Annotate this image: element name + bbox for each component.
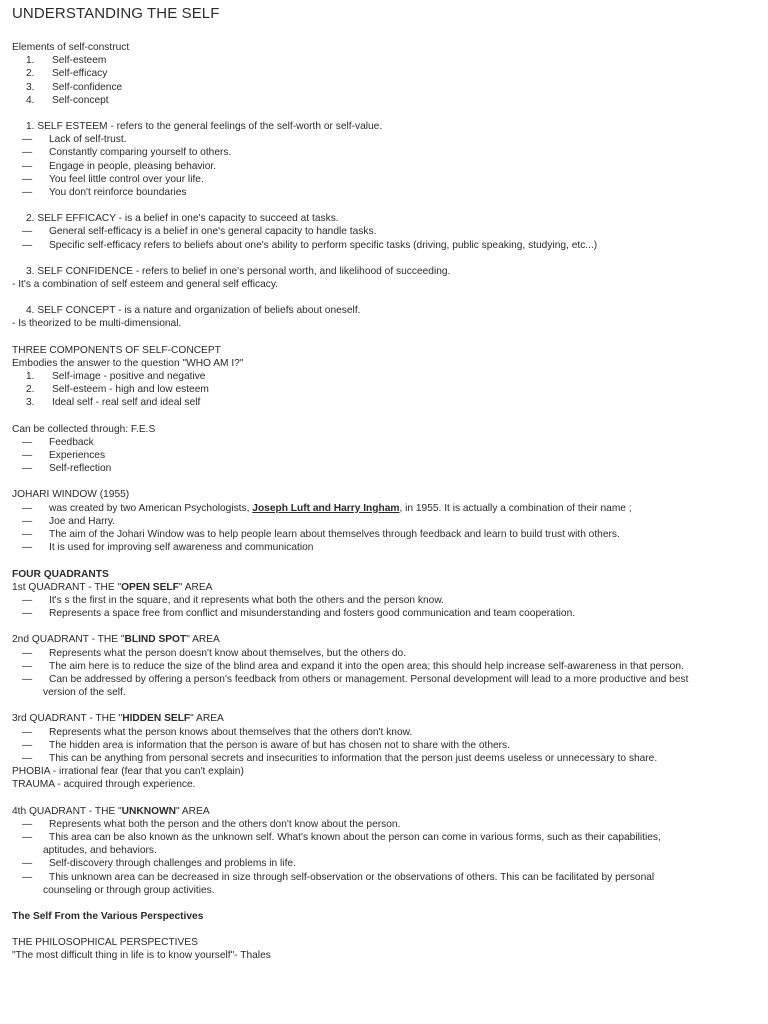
self-esteem-heading: 1. SELF ESTEEM - refers to the general feelings of the self-worth or self-value. [26,121,383,133]
elements-heading: Elements of self-construct [12,42,130,53]
thales-quote: "The most difficult thing in life is to know yourself"- Thales [12,950,271,962]
list-item: — The hidden area is information that the person is aware of but has chosen not to share with the others. [22,739,510,751]
self-concept-note: - Is theorized to be multi-dimensional. [12,318,182,330]
list-item: — Represents what the person doesn't know about themselves, but the others do. [22,647,407,659]
list-item: — Can be addressed by offering a person's feedback from others or management. Personal development will lead to a more productive and best [22,673,689,685]
authors-link[interactable]: Joseph Luft and Harry Ingham [252,502,400,514]
list-item: — Specific self-efficacy refers to beliefs about one's ability to perform specific tasks (driving, public speaking, studying, etc...) [22,239,598,251]
list-item: — Feedback [22,436,94,448]
list-item-continued: counseling or through group activities. [43,884,215,896]
list-item: — It's s the first in the square, and it represents what both the others and the person know. [22,594,444,606]
list-item: 2. Self-esteem - high and low esteem [26,384,209,396]
list-item: — This unknown area can be decreased in size through self-observation or the observations of others. This can be facilitated by personal [22,871,655,883]
page-title: UNDERSTANDING THE SELF [12,5,220,22]
quadrant-3-heading: 3rd QUADRANT - THE "HIDDEN SELF" AREA [12,713,224,725]
list-item-continued: version of the self. [43,687,126,699]
self-efficacy-heading: 2. SELF EFFICACY - is a belief in one's capacity to succeed at tasks. [26,213,339,225]
list-item: — Experiences [22,450,106,462]
list-item: — You feel little control over your life. [22,173,204,185]
list-item: — General self-efficacy is a belief in one's general capacity to handle tasks. [22,226,377,238]
quadrant-1-heading: 1st QUADRANT - THE "OPEN SELF" AREA [12,581,213,593]
list-item: — Represents a space free from conflict and misunderstanding and fosters good communication and team cooperation. [22,608,576,620]
four-quadrants-heading: FOUR QUADRANTS [12,568,109,580]
list-item: — Joe and Harry. [22,515,116,527]
list-item: 4. Self-concept [26,94,109,106]
self-confidence-note: - It's a combination of self esteem and general self efficacy. [12,279,279,291]
list-item: — was created by two American Psychologists, Joseph Luft and Harry Ingham, in 1955. It is actually a combination of their name ; [22,502,632,514]
list-item: 2. Self-efficacy [26,68,108,80]
list-item: 1. Self-image - positive and negative [26,371,206,383]
list-item: — Lack of self-trust. [22,134,127,146]
list-item: — Represents what the person knows about themselves that the others don't know. [22,726,413,738]
three-components-sub: Embodies the answer to the question "WHO AM I?" [12,357,244,369]
fes-heading: Can be collected through: F.E.S [12,423,156,435]
list-item: — Represents what both the person and the others don't know about the person. [22,818,401,830]
list-item: 3. Ideal self - real self and ideal self [26,397,201,409]
list-item: 3. Self-confidence [26,81,123,93]
list-item: — You don't reinforce boundaries [22,187,187,199]
list-item: — The aim of the Johari Window was to help people learn about themselves through feedback and learn to build trust with others. [22,529,620,541]
self-confidence-heading: 3. SELF CONFIDENCE - refers to belief in one's personal worth, and likelihood of succeeding. [26,265,451,277]
three-components-heading: THREE COMPONENTS OF SELF-CONCEPT [12,344,221,356]
list-item: — It is used for improving self awareness and communication [22,542,314,554]
phobia-definition: PHOBIA - irrational fear (fear that you can't explain) [12,766,244,778]
perspectives-heading: The Self From the Various Perspectives [12,910,204,922]
list-item: — This area can be also known as the unknown self. What's known about the person can come in various forms, such as their capabilities, [22,831,661,843]
johari-heading: JOHARI WINDOW (1955) [12,489,130,501]
trauma-definition: TRAUMA - acquired through experience. [12,779,196,791]
list-item: — Engage in people, pleasing behavior. [22,160,217,172]
self-concept-heading: 4. SELF CONCEPT - is a nature and organization of beliefs about oneself. [26,305,361,317]
list-item: — The aim here is to reduce the size of the blind area and expand it into the open area; this should help increase self-awareness in that person. [22,660,684,672]
philosophical-heading: THE PHILOSOPHICAL PERSPECTIVES [12,937,198,949]
list-item: — Self-reflection [22,463,112,475]
list-item: — Constantly comparing yourself to others. [22,147,232,159]
list-item-continued: aptitudes, and behaviors. [43,845,157,857]
list-item: — Self-discovery through challenges and problems in life. [22,858,296,870]
list-item: 1. Self-esteem [26,55,107,67]
quadrant-4-heading: 4th QUADRANT - THE "UNKNOWN" AREA [12,805,210,817]
quadrant-2-heading: 2nd QUADRANT - THE "BLIND SPOT" AREA [12,634,220,646]
list-item: — This can be anything from personal secrets and insecurities to information that the person just deems useless or unnecessary to share. [22,752,658,764]
